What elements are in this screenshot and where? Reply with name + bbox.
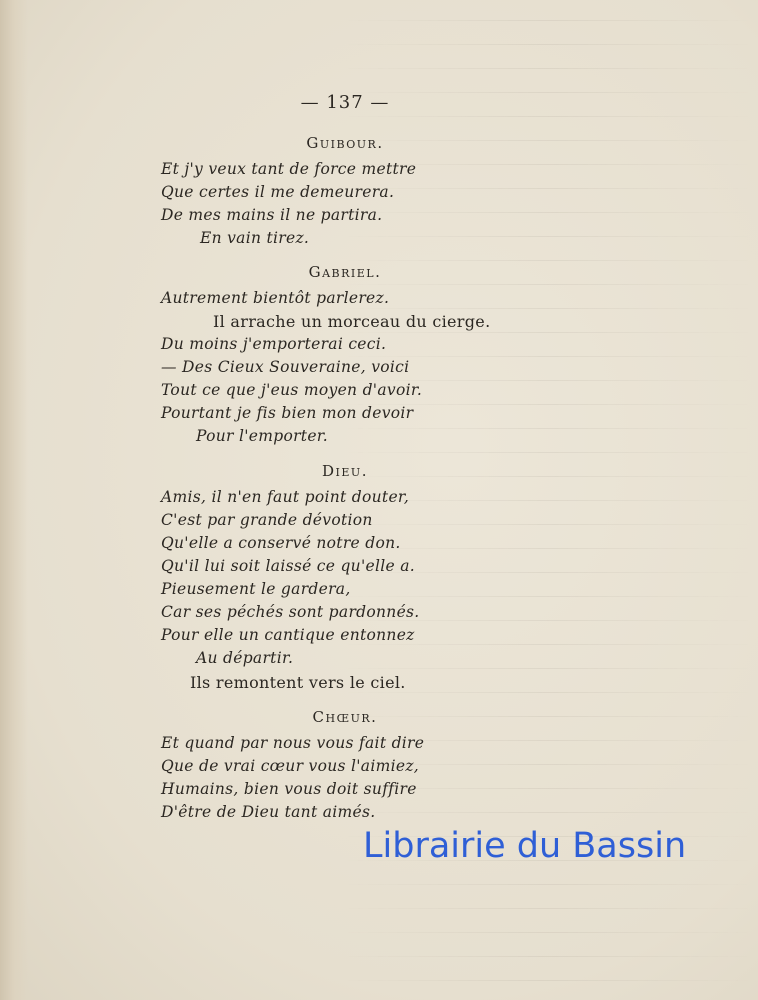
verse-line: Pieusement le gardera, <box>161 580 351 598</box>
verse-line: Que certes il me demeurera. <box>161 183 395 201</box>
verse-line: En vain tirez. <box>200 229 310 247</box>
watermark: Librairie du Bassin <box>363 826 687 866</box>
verse-line: De mes mains il ne partira. <box>161 206 383 224</box>
verse-line: Humains, bien vous doit suffire <box>161 780 417 798</box>
verse-line: Qu'il lui soit laissé ce qu'elle a. <box>161 557 415 575</box>
verse-line: Autrement bientôt parlerez. <box>161 289 390 307</box>
verse-line: Et quand par nous vous fait dire <box>161 734 425 752</box>
speaker-guibour: Guibour. <box>306 134 384 152</box>
verse-line: Tout ce que j'eus moyen d'avoir. <box>161 381 423 399</box>
verse-line: Pour elle un cantique entonnez <box>161 626 415 644</box>
verse-line: Pourtant je fis bien mon devoir <box>161 404 414 422</box>
verse-line: C'est par grande dévotion <box>161 511 373 529</box>
verse-line: Du moins j'emporterai ceci. <box>161 335 387 353</box>
verse-line: Que de vrai cœur vous l'aimiez, <box>161 757 420 775</box>
speaker-dieu: Dieu. <box>322 462 368 480</box>
speaker-choeur: Chœur. <box>312 708 378 726</box>
verse-line: Au départir. <box>196 649 294 667</box>
verse-line: Qu'elle a conservé notre don. <box>161 534 401 552</box>
stage-direction: Il arrache un morceau du cierge. <box>213 312 491 331</box>
verse-line: Amis, il n'en faut point douter, <box>161 488 410 506</box>
page-number: — 137 — <box>300 92 390 113</box>
speaker-gabriel: Gabriel. <box>308 263 382 281</box>
verse-line: Et j'y veux tant de force mettre <box>161 160 417 178</box>
verse-line: — Des Cieux Souveraine, voici <box>161 358 410 376</box>
verse-line: Car ses péchés sont pardonnés. <box>161 603 420 621</box>
verse-line: D'être de Dieu tant aimés. <box>161 803 376 821</box>
verse-line: Pour l'emporter. <box>196 427 329 445</box>
stage-direction: Ils remontent vers le ciel. <box>190 673 406 692</box>
